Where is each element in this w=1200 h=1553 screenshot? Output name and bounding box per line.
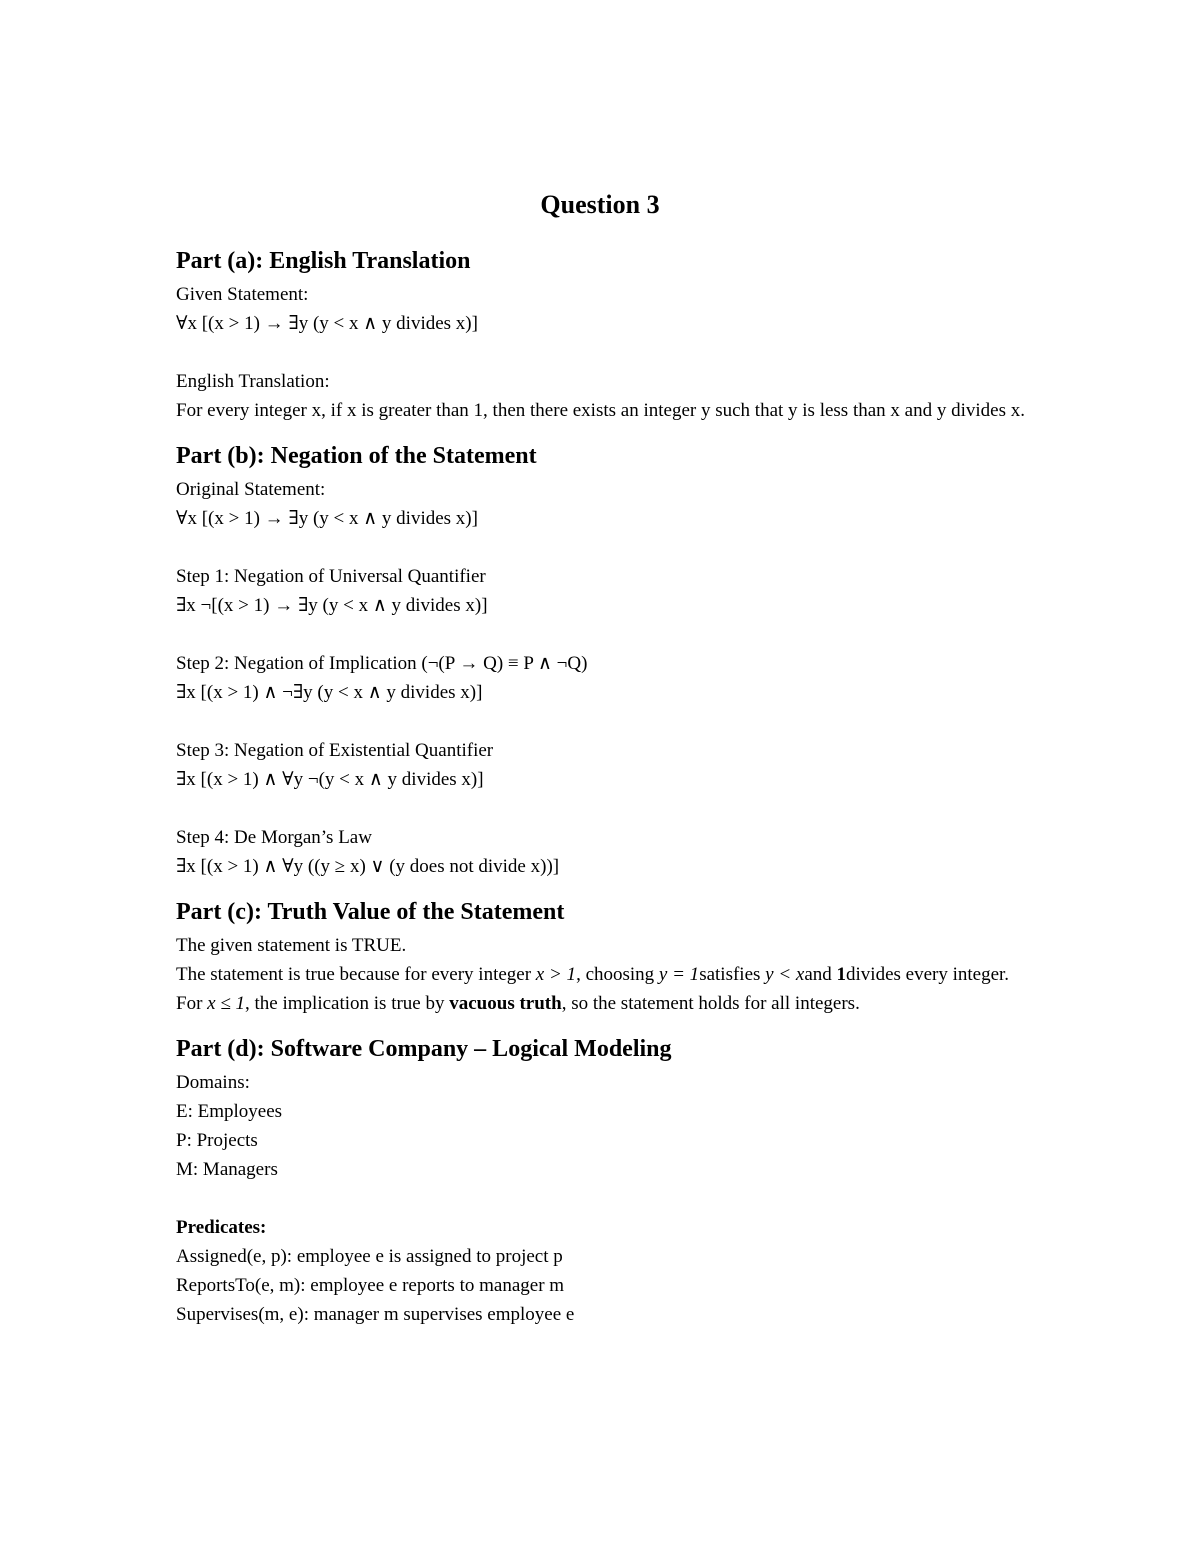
step-3-formula: ∃x [(x > 1) ∧ ∀y ¬(y < x ∧ y divides x)]	[176, 769, 484, 790]
part-a-given-formula: ∀x [(x > 1) → ∃y (y < x ∧ y divides x)]	[176, 313, 478, 334]
domain-item: P: Projects	[176, 1130, 258, 1151]
step-4-formula: ∃x [(x > 1) ∧ ∀y ((y ≥ x) ∨ (y does not divide x))]	[176, 856, 560, 877]
part-c-math-4: 1	[836, 964, 847, 985]
step-4-label: Step 4: De Morgan’s Law	[176, 827, 372, 848]
part-c-math-5: x ≤ 1	[207, 993, 246, 1014]
part-a-translation-text: For every integer x, if x is greater than 1, then there exists an integer y such that y is less than x and y divides x.	[176, 400, 1025, 421]
step-2-formula: ∃x [(x > 1) ∧ ¬∃y (y < x ∧ y divides x)]	[176, 682, 483, 703]
part-b-heading: Part (b): Negation of the Statement	[176, 443, 537, 469]
part-c-bold-term: vacuous truth	[449, 993, 562, 1014]
part-c-math-2: y = 1	[658, 964, 700, 985]
part-c-explanation	[176, 960, 1036, 1018]
step-1-formula: ∃x ¬[(x > 1) → ∃y (y < x ∧ y divides x)]	[176, 595, 488, 616]
part-a-translation-label: English Translation:	[176, 371, 330, 392]
question-title: Question 3	[540, 190, 660, 219]
step-2-label: Step 2: Negation of Implication (¬(P → Q) ≡ P ∧ ¬Q)	[176, 653, 588, 674]
domain-item: M: Managers	[176, 1159, 278, 1180]
part-d-heading: Part (d): Software Company – Logical Modeling	[176, 1036, 672, 1062]
part-c-heading: Part (c): Truth Value of the Statement	[176, 899, 565, 925]
domain-item: E: Employees	[176, 1101, 283, 1122]
predicate-item: Supervises(m, e): manager m supervises employee e	[176, 1304, 575, 1325]
step-3-label: Step 3: Negation of Existential Quantifier	[176, 740, 494, 761]
part-c-math-1: x > 1	[535, 964, 577, 985]
document-content	[176, 190, 1036, 1329]
step-1-label: Step 1: Negation of Universal Quantifier	[176, 566, 486, 587]
part-c-text-2: , choosing	[576, 964, 659, 985]
part-c-math-3: y < x	[765, 964, 805, 985]
part-c-text-7: , so the statement holds for all integers.	[561, 993, 860, 1014]
part-c-text-5: divides every integer. For	[176, 964, 1010, 1014]
part-c-text-4: and	[804, 964, 837, 985]
predicate-item: Assigned(e, p): employee e is assigned to project p	[176, 1246, 563, 1267]
part-c-text-1: The statement is true because for every integer	[176, 964, 536, 985]
part-d-predicates-label: Predicates:	[176, 1217, 267, 1238]
part-a-given-label: Given Statement:	[176, 284, 309, 305]
part-c-text-6: , the implication is true by	[245, 993, 450, 1014]
part-b-original-formula: ∀x [(x > 1) → ∃y (y < x ∧ y divides x)]	[176, 508, 478, 529]
part-b-original-label: Original Statement:	[176, 479, 326, 500]
part-c-text-3: satisfies	[699, 964, 766, 985]
part-d-domains-label: Domains:	[176, 1072, 250, 1093]
part-a-heading: Part (a): English Translation	[176, 248, 471, 274]
part-c-truth-line: The given statement is TRUE.	[176, 935, 407, 956]
predicate-item: ReportsTo(e, m): employee e reports to manager m	[176, 1275, 565, 1296]
